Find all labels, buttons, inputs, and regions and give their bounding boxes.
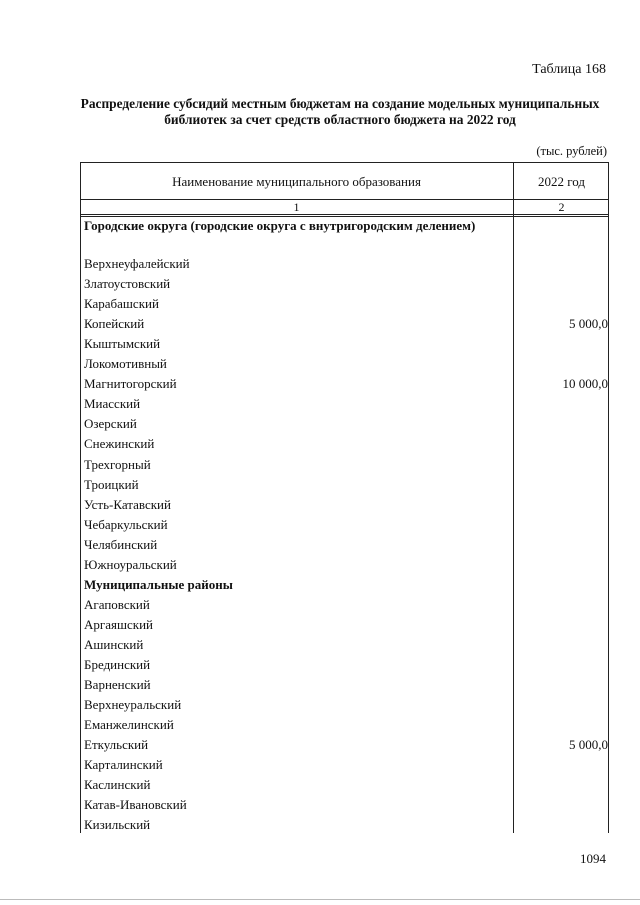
column-number-divider	[80, 214, 609, 215]
table-row-name: Трехгорный	[84, 456, 151, 472]
scan-edge	[0, 899, 640, 900]
table-row-name: Чебаркульский	[84, 516, 168, 532]
table-row-name: Усть-Катавский	[84, 496, 171, 512]
table-section-heading: Муниципальные районы	[84, 576, 233, 592]
table-row-name: Карабашский	[84, 296, 159, 312]
table-row-name: Еткульский	[84, 737, 149, 753]
header-name: Наименование муниципального образования	[172, 173, 421, 189]
table-row-name: Златоустовский	[84, 276, 171, 292]
table-row-name: Верхнеуфалейский	[84, 256, 190, 271]
table-row-name: Локомотивный	[84, 356, 167, 372]
table-number: Таблица 168	[532, 62, 606, 77]
subsidy-table	[80, 162, 609, 833]
header-year: 2022 год	[538, 173, 585, 189]
table-row-name: Копейский	[84, 316, 145, 332]
table-row-name: Карталинский	[84, 757, 163, 773]
table-row-name: Кизильский	[84, 817, 151, 833]
table-row-name: Варненский	[84, 677, 151, 693]
table-border-right	[608, 162, 609, 833]
column-number-2: 2	[558, 200, 565, 214]
table-row-value: 5 000,0	[569, 737, 608, 753]
table-row-value: 5 000,0	[569, 316, 608, 332]
column-number-1: 1	[293, 200, 300, 214]
table-row-name: Миасский	[84, 396, 141, 412]
table-row-name: Снежинский	[84, 436, 155, 452]
units-note: (тыс. рублей)	[536, 144, 607, 158]
table-row-name: Ашинский	[84, 636, 144, 652]
table-row-name: Троицкий	[84, 476, 139, 492]
table-row-value: 10 000,0	[562, 376, 608, 392]
table-row-name: Верхнеуральский	[84, 697, 182, 713]
table-row-name: Кыштымский	[84, 336, 161, 352]
table-row-name: Катав-Ивановский	[84, 797, 187, 813]
table-row-name: Каслинский	[84, 777, 151, 793]
table-row-name: Агаповский	[84, 596, 150, 612]
table-row-name: Магнитогорский	[84, 376, 177, 392]
table-section-heading: Городские округа (городские округа с внутригородским делением)	[84, 218, 476, 233]
document-title: Распределение субсидий местным бюджетам на создание модельных муниципальных библиотек за счет средств областного бюджета на 2022 год	[80, 96, 600, 127]
table-row-name: Еманжелинский	[84, 717, 174, 733]
table-row-name: Брединский	[84, 657, 151, 672]
table-row-name: Южноуральский	[84, 556, 177, 572]
table-row-name: Аргаяшский	[84, 616, 153, 632]
table-column-divider	[513, 162, 514, 833]
page-number: 1094	[580, 851, 606, 866]
table-border-left	[80, 162, 81, 833]
column-number-divider-2	[80, 216, 609, 217]
table-border-top	[80, 162, 609, 163]
table-row-name: Озерский	[84, 416, 137, 432]
table-row-name: Челябинский	[84, 536, 158, 552]
